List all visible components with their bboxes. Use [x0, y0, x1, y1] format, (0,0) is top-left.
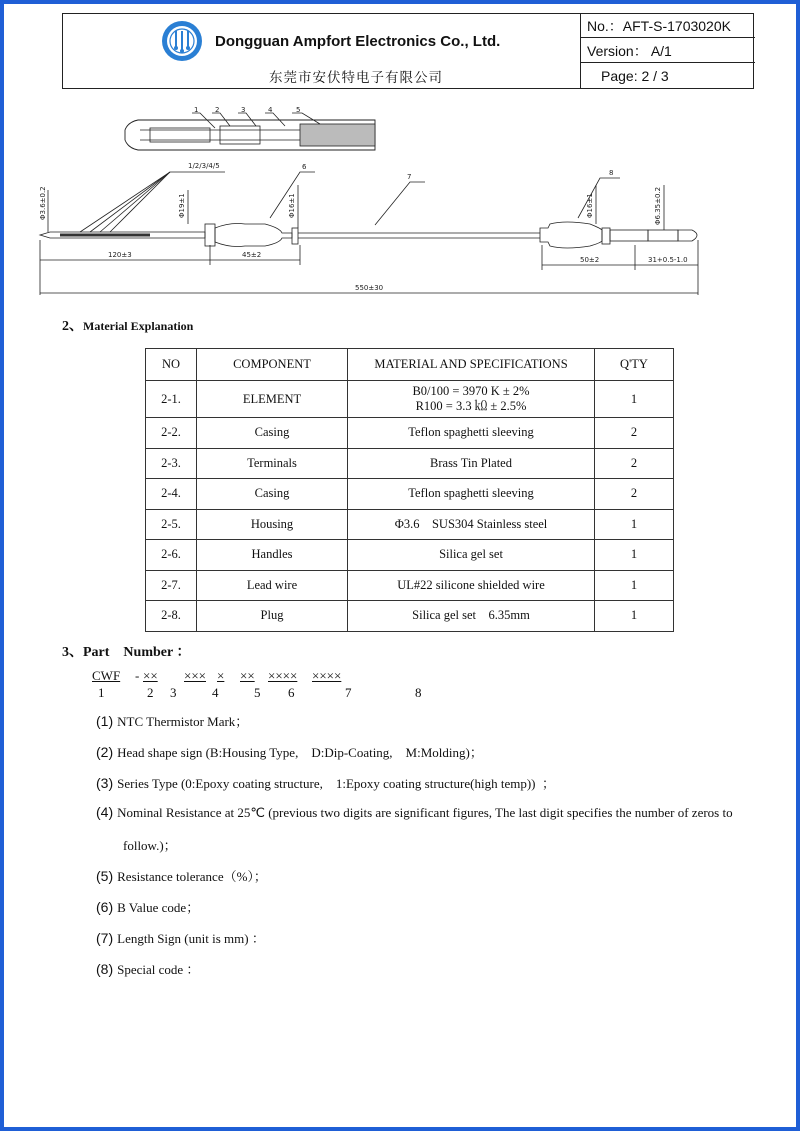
cell-material: Silica gel set 6.35mm	[348, 601, 595, 632]
table-row	[146, 540, 674, 571]
cell-qty: 1	[595, 601, 674, 632]
cell-component: Lead wire	[197, 570, 348, 601]
cell-component: ELEMENT	[197, 381, 348, 418]
cell-no: 2-5.	[146, 509, 197, 540]
dim-d16a: Φ16±1	[288, 193, 296, 218]
company-logo-icon	[161, 20, 203, 62]
cell-component: Casing	[197, 418, 348, 449]
callout-5: 5	[296, 106, 301, 114]
cell-component: Housing	[197, 509, 348, 540]
dim-d16b: Φ16±1	[586, 193, 594, 218]
cell-qty: 1	[595, 570, 674, 601]
table-header-row	[146, 349, 674, 381]
doc-page: Page: 2 / 3	[601, 68, 669, 84]
cell-no: 2-6.	[146, 540, 197, 571]
pn-code-dash: -	[135, 668, 140, 683]
company-block	[63, 14, 581, 88]
col-qty: Q'TY	[595, 349, 674, 381]
dim-l50: 50±2	[580, 256, 600, 264]
material-table	[145, 348, 674, 632]
legend-item: (7) Length Sign (unit is mm) ：	[96, 930, 265, 946]
cell-material: Silica gel set	[348, 540, 595, 571]
legend-item-continued: follow.)；	[123, 838, 177, 853]
legend-item: (2) Head shape sign (B:Housing Type, D:Dip-Coating, M:Molding)；	[96, 744, 483, 760]
dim-d36: Φ3.6±0.2	[39, 186, 47, 220]
table-row	[146, 418, 674, 449]
cell-material	[348, 381, 595, 418]
pn-code-5: ××	[240, 668, 255, 683]
section-3-heading	[62, 641, 190, 661]
probe-drawing	[30, 100, 770, 310]
cell-component: Casing	[197, 479, 348, 510]
dim-l45: 45±2	[242, 251, 262, 259]
company-name-cn: 东莞市安伏特电子有限公司	[269, 70, 443, 86]
table-row	[146, 601, 674, 632]
probe-detail-view	[125, 113, 375, 150]
pn-index-4: 4	[212, 685, 219, 700]
cell-qty: 2	[595, 418, 674, 449]
legend-item: (6) B Value code；	[96, 899, 200, 915]
callout-3: 3	[241, 106, 246, 114]
cell-material-line: R100 = 3.3 ㏀ ± 2.5%	[415, 399, 527, 413]
document-header	[62, 13, 754, 89]
cell-no: 2-7.	[146, 570, 197, 601]
part-number-format	[92, 668, 452, 708]
table-row	[146, 381, 674, 418]
cell-material-line: B0/100 = 3970 K ± 2%	[412, 384, 530, 398]
cell-no: 2-4.	[146, 479, 197, 510]
callout-7: 7	[407, 173, 412, 181]
dim-d19: Φ19±1	[178, 193, 186, 218]
table-row	[146, 448, 674, 479]
pn-code-4: ×	[217, 668, 225, 683]
pn-code-7: ××××	[312, 668, 342, 683]
cell-component: Plug	[197, 601, 348, 632]
cell-qty: 1	[595, 381, 674, 418]
cell-material: Brass Tin Plated	[348, 448, 595, 479]
callout-6: 6	[302, 163, 307, 171]
pn-index-2: 2	[147, 685, 154, 700]
cell-qty: 1	[595, 540, 674, 571]
callout-4: 4	[268, 106, 273, 114]
dim-d635: Φ6.35±0.2	[654, 186, 662, 225]
legend-item: (8) Special code ：	[96, 961, 200, 977]
pn-code-3: ×××	[184, 668, 206, 683]
col-material: MATERIAL AND SPECIFICATIONS	[348, 349, 595, 381]
section-3-title: Part Number ：	[83, 645, 191, 660]
cell-no: 2-2.	[146, 418, 197, 449]
legend-item: (1) NTC Thermistor Mark；	[96, 713, 249, 729]
probe-assembly	[40, 222, 697, 248]
table-row	[146, 479, 674, 510]
table-row	[146, 570, 674, 601]
cell-material: Φ3.6 SUS304 Stainless steel	[348, 509, 595, 540]
cell-no: 2-8.	[146, 601, 197, 632]
pn-code-2: ××	[143, 668, 158, 683]
pn-index-1: 1	[98, 685, 105, 700]
cell-material: Teflon spaghetti sleeving	[348, 479, 595, 510]
pn-index-5: 5	[254, 685, 261, 700]
cell-no: 2-3.	[146, 448, 197, 479]
cell-material: UL#22 silicone shielded wire	[348, 570, 595, 601]
legend-item: (4) Nominal Resistance at 25℃ (previous two digits are significant figures, The last digit specifies the number of zeros to	[96, 804, 733, 820]
callout-2: 2	[215, 106, 220, 114]
pn-index-8: 8	[415, 685, 422, 700]
callout-12345: 1/2/3/4/5	[188, 162, 220, 170]
section-3-number: 3、	[62, 645, 83, 660]
dim-l550: 550±30	[355, 284, 384, 292]
cell-qty: 2	[595, 448, 674, 479]
legend-item: (3) Series Type (0:Epoxy coating structure, 1:Epoxy coating structure(high temp)) ；	[96, 775, 555, 791]
pn-index-3: 3	[170, 685, 177, 700]
cell-qty: 2	[595, 479, 674, 510]
dimension-lines	[40, 185, 698, 295]
col-no: NO	[146, 349, 197, 381]
doc-version: Version： A/1	[581, 39, 755, 63]
callout-1: 1	[194, 106, 199, 114]
doc-number: No.：AFT-S-1703020K	[581, 14, 755, 38]
cell-qty: 1	[595, 509, 674, 540]
pn-index-6: 6	[288, 685, 295, 700]
dim-l31: 31+0.5-1.0	[648, 256, 688, 264]
section-2-number: 2、	[62, 319, 83, 334]
cell-no: 2-1.	[146, 381, 197, 418]
cell-component: Terminals	[197, 448, 348, 479]
section-2-title: Material Explanation	[83, 319, 194, 333]
legend-item: (5) Resistance tolerance（%）；	[96, 868, 267, 884]
callout-8: 8	[609, 169, 614, 177]
cell-component: Handles	[197, 540, 348, 571]
table-row	[146, 509, 674, 540]
company-name-en: Dongguan Ampfort Electronics Co., Ltd.	[215, 33, 501, 50]
pn-code-1: CWF	[92, 668, 121, 683]
section-2-heading	[62, 315, 193, 335]
dim-l120: 120±3	[108, 251, 132, 259]
col-component: COMPONENT	[197, 349, 348, 381]
pn-code-6: ××××	[268, 668, 298, 683]
cell-material: Teflon spaghetti sleeving	[348, 418, 595, 449]
pn-index-7: 7	[345, 685, 352, 700]
